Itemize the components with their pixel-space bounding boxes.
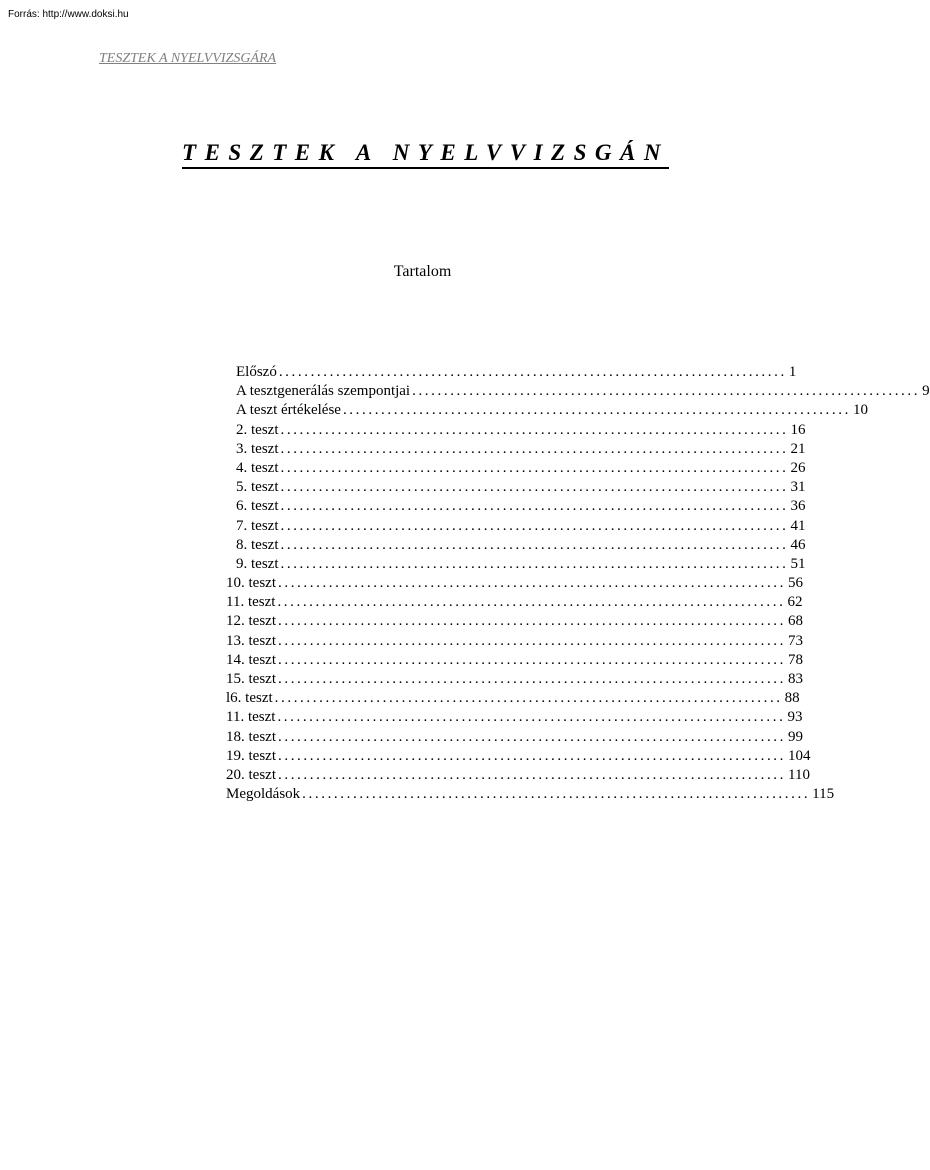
- toc-entry-page: 10: [852, 402, 868, 419]
- toc-dot-leader: ................................................................................: [342, 402, 851, 419]
- toc-entry-label: 18. teszt: [226, 728, 276, 745]
- toc-entry-page: 51: [790, 555, 806, 572]
- toc-entry-label: 13. teszt: [226, 632, 276, 649]
- table-of-contents: [226, 363, 930, 804]
- toc-entry: [226, 517, 806, 536]
- toc-entry-label: 4. teszt: [236, 459, 279, 476]
- toc-entry-page: 31: [790, 479, 806, 496]
- toc-dot-leader: ................................................................................: [277, 594, 786, 611]
- source-label: Forrás: http://www.doksi.hu: [8, 9, 129, 20]
- toc-entry: [226, 708, 803, 727]
- toc-entry-page: 46: [790, 536, 806, 553]
- toc-entry-page: 1: [788, 364, 797, 380]
- toc-entry: [226, 497, 806, 516]
- toc-entry: [226, 459, 806, 478]
- toc-entry: [226, 478, 806, 497]
- toc-entry-page: 56: [788, 575, 803, 592]
- toc-entry: [226, 574, 803, 593]
- toc-entry-page: 26: [790, 459, 806, 476]
- toc-entry-label: A tesztgenerálás szempontjai: [236, 383, 411, 400]
- toc-entry-label: 7. teszt: [236, 517, 279, 534]
- toc-entry-page: 99: [788, 728, 803, 745]
- toc-entry: [226, 632, 803, 651]
- toc-entry: [226, 747, 811, 766]
- toc-entry-label: 11. teszt: [226, 709, 276, 726]
- toc-dot-leader: ................................................................................: [280, 536, 789, 553]
- toc-entry-page: 9: [922, 383, 930, 400]
- toc-entry: [226, 555, 806, 574]
- toc-entry-page: 110: [788, 766, 810, 783]
- toc-entry: [226, 766, 810, 785]
- toc-dot-leader: ................................................................................: [278, 651, 786, 668]
- toc-dot-leader: ................................................................................: [280, 555, 789, 572]
- toc-entry: [226, 363, 797, 382]
- toc-entry-page: 36: [790, 498, 806, 515]
- toc-entry-page: 16: [790, 421, 806, 438]
- toc-entry-label: 6. teszt: [236, 498, 279, 515]
- toc-entry: [226, 689, 800, 708]
- toc-entry-page: 68: [788, 613, 803, 630]
- toc-dot-leader: ................................................................................: [280, 459, 789, 476]
- toc-entry-page: 21: [790, 440, 806, 457]
- toc-entry: [226, 382, 930, 401]
- running-header: TESZTEK A NYELVVIZSGÁRA: [99, 51, 277, 66]
- toc-entry: [226, 421, 806, 440]
- toc-dot-leader: ................................................................................: [278, 575, 786, 592]
- toc-dot-leader: ................................................................................: [412, 383, 921, 400]
- toc-dot-leader: ................................................................................: [280, 479, 789, 496]
- toc-dot-leader: ................................................................................: [280, 421, 789, 438]
- toc-entry-label: Előszó: [236, 364, 277, 380]
- toc-dot-leader: ................................................................................: [280, 517, 789, 534]
- toc-entry-page: 78: [788, 651, 803, 668]
- toc-entry-label: l6. teszt: [226, 690, 273, 707]
- main-title-wrapper: [0, 140, 827, 166]
- toc-entry: [226, 401, 868, 420]
- toc-entry: [226, 612, 803, 631]
- toc-entry: [226, 785, 835, 804]
- toc-entry: [226, 593, 803, 612]
- toc-dot-leader: ................................................................................: [278, 766, 786, 783]
- toc-entry-page: 73: [788, 632, 803, 649]
- toc-entry-label: 3. teszt: [236, 440, 279, 457]
- toc-entry-label: 10. teszt: [226, 575, 276, 592]
- main-title: TESZTEK A NYELVVIZSGÁN: [182, 140, 669, 169]
- toc-entry-label: 15. teszt: [226, 671, 276, 687]
- toc-entry: [226, 651, 803, 670]
- toc-entry-page: 83: [788, 671, 803, 687]
- toc-dot-leader: ................................................................................: [278, 632, 786, 649]
- toc-entry-label: 12. teszt: [226, 613, 276, 630]
- toc-heading: Tartalom: [393, 263, 452, 280]
- toc-entry-page: 41: [790, 517, 806, 534]
- toc-entry-label: 5. teszt: [236, 479, 279, 496]
- toc-entry-page: 115: [812, 786, 835, 803]
- toc-dot-leader: ................................................................................: [278, 671, 786, 687]
- toc-entry-label: 9. teszt: [236, 555, 279, 572]
- toc-entry-label: 8. teszt: [236, 536, 279, 553]
- toc-dot-leader: ................................................................................: [278, 747, 786, 764]
- toc-dot-leader: ................................................................................: [278, 364, 787, 380]
- toc-entry-label: A teszt értékelése: [236, 402, 341, 419]
- toc-dot-leader: ................................................................................: [277, 709, 786, 726]
- toc-dot-leader: ................................................................................: [280, 498, 789, 515]
- toc-dot-leader: ................................................................................: [278, 728, 786, 745]
- toc-dot-leader: ................................................................................: [302, 786, 811, 803]
- toc-entry-label: 19. teszt: [226, 747, 276, 764]
- toc-entry: [226, 440, 806, 459]
- toc-entry-page: 62: [787, 594, 803, 611]
- toc-entry-page: 104: [788, 747, 811, 764]
- toc-entry-page: 88: [784, 690, 800, 707]
- toc-entry: [226, 728, 803, 747]
- toc-entry-label: Megoldások: [226, 786, 301, 803]
- toc-entry: [226, 536, 806, 555]
- toc-entry-label: 11. teszt: [226, 594, 276, 611]
- toc-dot-leader: ................................................................................: [280, 440, 789, 457]
- toc-entry-label: 14. teszt: [226, 651, 276, 668]
- toc-entry-label: 20. teszt: [226, 766, 276, 783]
- toc-entry-label: 2. teszt: [236, 421, 279, 438]
- toc-entry-page: 93: [787, 709, 803, 726]
- toc-entry: [226, 670, 803, 689]
- toc-dot-leader: ................................................................................: [274, 690, 783, 707]
- toc-dot-leader: ................................................................................: [278, 613, 786, 630]
